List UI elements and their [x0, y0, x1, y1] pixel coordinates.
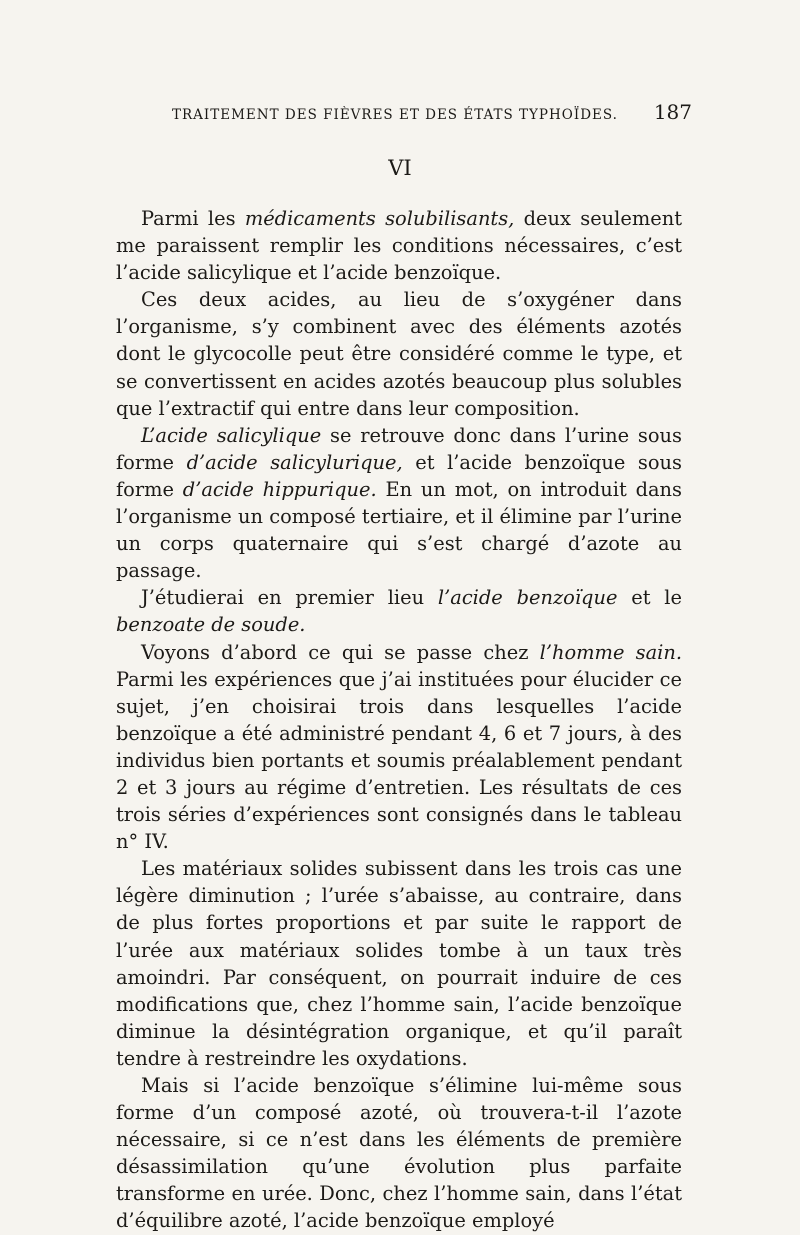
italic-phrase: L’acide salicylique	[141, 423, 322, 447]
paragraph: Les matériaux solides subissent dans les trois cas une légère diminution ; l’urée s’abaisse, au contraire, dans de plus fortes proportions et par suite le rapport de l’urée aux matériaux solides tombe à un taux très amoindri. Par conséquent, on pourrait induire de ces modifications que, chez l’homme sain, l’acide benzoïque diminue la désintégration organique, et qu’il paraît tendre à restreindre les oxydations.	[116, 857, 682, 1070]
italic-phrase: d’acide hippurique.	[182, 477, 377, 501]
section-number: VI	[388, 156, 412, 180]
paragraph: J’étudierai en premier lieu l’acide benzoïque et le benzoate de soude.	[116, 586, 682, 637]
paragraph: Mais si l’acide benzoïque s’élimine lui-même sous forme d’un composé azoté, où trouvera-t-il l’azote nécessaire, si ce n’est dans les éléments de première désassimilation qu’une évolution plus parfaite transforme en urée. Donc, chez l’homme sain, dans l’état d’équilibre azoté, l’acide benzoïque employé	[116, 1074, 682, 1233]
paragraph: Parmi les médicaments solubilisants, deux seulement me paraissent remplir les conditions nécessaires, c’est l’acide salicylique et l’acide benzoïque.	[116, 207, 682, 285]
paragraph: Ces deux acides, au lieu de s’oxygéner dans l’organisme, s’y combinent avec des éléments azotés dont le glycocolle peut être considéré comme le type, et se convertissent en acides azotés beaucoup plus solubles que l’extractif qui entre dans leur composition.	[116, 288, 682, 420]
page-number: 187	[653, 100, 692, 124]
italic-phrase: médicaments solubilisants,	[244, 207, 515, 230]
paragraph: Voyons d’abord ce qui se passe chez l’homme sain. Parmi les expériences que j’ai instituées pour élucider ce sujet, j’en choisirai trois dans lesquelles l’acide benzoïque a été administré pendant 4, 6 et 7 jours, à des individus bien portants et soumis préalablement pendant 2 et 3 jours au régime d’entretien. Les résultats de ces trois séries d’expériences sont consignés dans le tableau n° IV.	[116, 640, 682, 854]
italic-phrase: l’homme sain.	[539, 640, 682, 664]
italic-phrase: d’acide salicylurique,	[186, 450, 403, 474]
italic-phrase: l’acide benzoïque	[437, 586, 618, 610]
italic-phrase: benzoate de soude.	[116, 613, 306, 637]
running-title: TRAITEMENT DES FIÈVRES ET DES ÉTATS TYPHOÏDES.	[172, 107, 618, 123]
body-text	[116, 205, 682, 1235]
running-head	[172, 100, 692, 130]
paragraph: L’acide salicylique se retrouve donc dans l’urine sous forme d’acide salicylurique, et l’acide benzoïque sous forme d’acide hippurique. En un mot, on introduit dans l’organisme un composé tertiaire, et il élimine par l’urine un corps quaternaire qui s’est chargé d’azote au passage.	[116, 423, 682, 583]
